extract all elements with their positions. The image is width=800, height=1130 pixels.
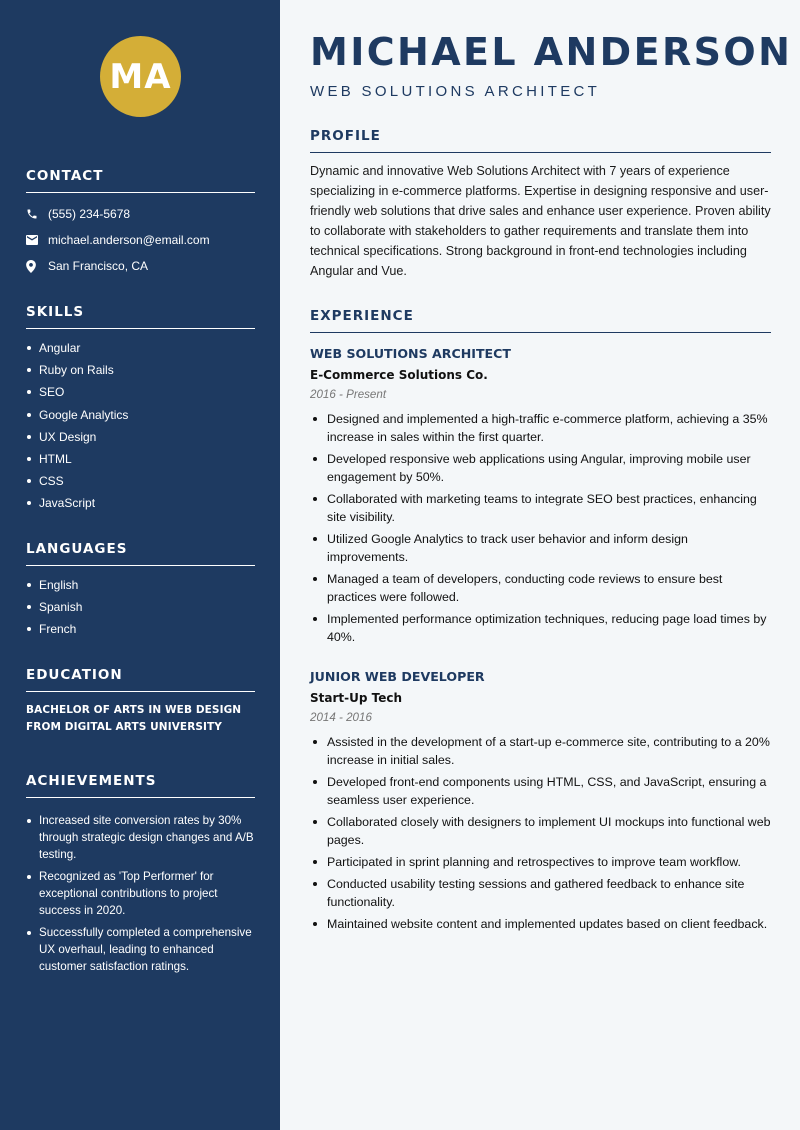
list-item: Utilized Google Analytics to track user behavior and inform design improvements. (310, 530, 771, 566)
phone-icon (26, 208, 48, 220)
education-degree: BACHELOR OF ARTS IN WEB DESIGN FROM DIGITAL ARTS UNIVERSITY (26, 704, 242, 733)
list-item: Conducted usability testing sessions and gathered feedback to enhance site functionality. (310, 875, 771, 911)
contact-email-row (26, 231, 255, 249)
list-item: Assisted in the development of a start-up e-commerce site, contributing to a 20% increase in initial sales. (310, 733, 771, 769)
contact-phone-row (26, 205, 255, 223)
list-item: UX Design (26, 426, 255, 448)
list-item: Angular (26, 337, 255, 359)
list-item: English (26, 574, 255, 596)
list-item: Spanish (26, 596, 255, 618)
job-entry (310, 346, 771, 650)
job-role: WEB SOLUTIONS ARCHITECT (310, 346, 511, 361)
education-section (26, 667, 255, 736)
experience-section (310, 308, 771, 333)
candidate-name: MICHAEL ANDERSON (310, 30, 793, 74)
job-bullets (310, 733, 771, 933)
list-item: Developed responsive web applications using Angular, improving mobile user engagement by 50%. (310, 450, 771, 486)
list-item: Increased site conversion rates by 30% through strategic design changes and A/B testing. (26, 812, 255, 863)
job-role: JUNIOR WEB DEVELOPER (310, 669, 485, 684)
education-heading: EDUCATION (26, 667, 255, 692)
list-item: Managed a team of developers, conducting code reviews to ensure best practices were followed. (310, 570, 771, 606)
list-item: Collaborated closely with designers to implement UI mockups into functional web pages. (310, 813, 771, 849)
contact-phone: (555) 234-5678 (48, 207, 131, 221)
sidebar (0, 0, 280, 1130)
skills-list (26, 337, 255, 515)
avatar: MA (100, 36, 181, 117)
list-item: French (26, 618, 255, 640)
list-item: Successfully completed a comprehensive UX overhaul, leading to enhanced customer satisfaction ratings. (26, 924, 255, 975)
job-entry (310, 669, 771, 937)
contact-location-row (26, 257, 255, 275)
list-item: Ruby on Rails (26, 359, 255, 381)
languages-heading: LANGUAGES (26, 541, 255, 566)
job-dates: 2014 - 2016 (310, 711, 372, 724)
job-company: E-Commerce Solutions Co. (310, 368, 488, 382)
achievements-section (26, 773, 255, 980)
list-item: Google Analytics (26, 404, 255, 426)
contact-email[interactable]: michael.anderson@email.com (48, 233, 210, 247)
achievements-list (26, 812, 255, 975)
candidate-title: WEB SOLUTIONS ARCHITECT (310, 83, 601, 100)
list-item: SEO (26, 381, 255, 403)
achievements-heading: ACHIEVEMENTS (26, 773, 255, 798)
list-item: Implemented performance optimization techniques, reducing page load times by 40%. (310, 610, 771, 646)
list-item: JavaScript (26, 492, 255, 514)
job-bullets (310, 410, 771, 646)
languages-list (26, 574, 255, 641)
experience-heading: EXPERIENCE (310, 308, 771, 333)
location-pin-icon (26, 260, 48, 273)
job-company: Start-Up Tech (310, 691, 403, 705)
list-item: HTML (26, 448, 255, 470)
list-item: Maintained website content and implemented updates based on client feedback. (310, 915, 771, 933)
skills-heading: SKILLS (26, 304, 255, 329)
list-item: Developed front-end components using HTML, CSS, and JavaScript, ensuring a seamless user experience. (310, 773, 771, 809)
skills-section (26, 304, 255, 515)
list-item: Designed and implemented a high-traffic e-commerce platform, achieving a 35% increase in sales within the first quarter. (310, 410, 771, 446)
languages-section (26, 541, 255, 641)
contact-heading: CONTACT (26, 168, 255, 193)
list-item: Recognized as 'Top Performer' for exceptional contributions to project success in 2020. (26, 868, 255, 919)
list-item: CSS (26, 470, 255, 492)
list-item: Participated in sprint planning and retrospectives to improve team workflow. (310, 853, 771, 871)
job-dates: 2016 - Present (310, 388, 387, 401)
contact-location: San Francisco, CA (48, 259, 149, 273)
envelope-icon (26, 235, 48, 245)
list-item: Collaborated with marketing teams to integrate SEO best practices, enhancing site visibility. (310, 490, 771, 526)
contact-section (26, 168, 255, 275)
profile-text: Dynamic and innovative Web Solutions Architect with 7 years of experience specializing in e-commerce platforms. Expertise in designing responsive and user-friendly web solutions that drive sales and enhance user experience. Proven ability to collaborate with stakeholders to gather requirements and translate them into technical specifications. Strong background in front-end technologies including Angular and Vue. (310, 164, 771, 278)
profile-section (310, 128, 771, 281)
profile-heading: PROFILE (310, 128, 771, 153)
